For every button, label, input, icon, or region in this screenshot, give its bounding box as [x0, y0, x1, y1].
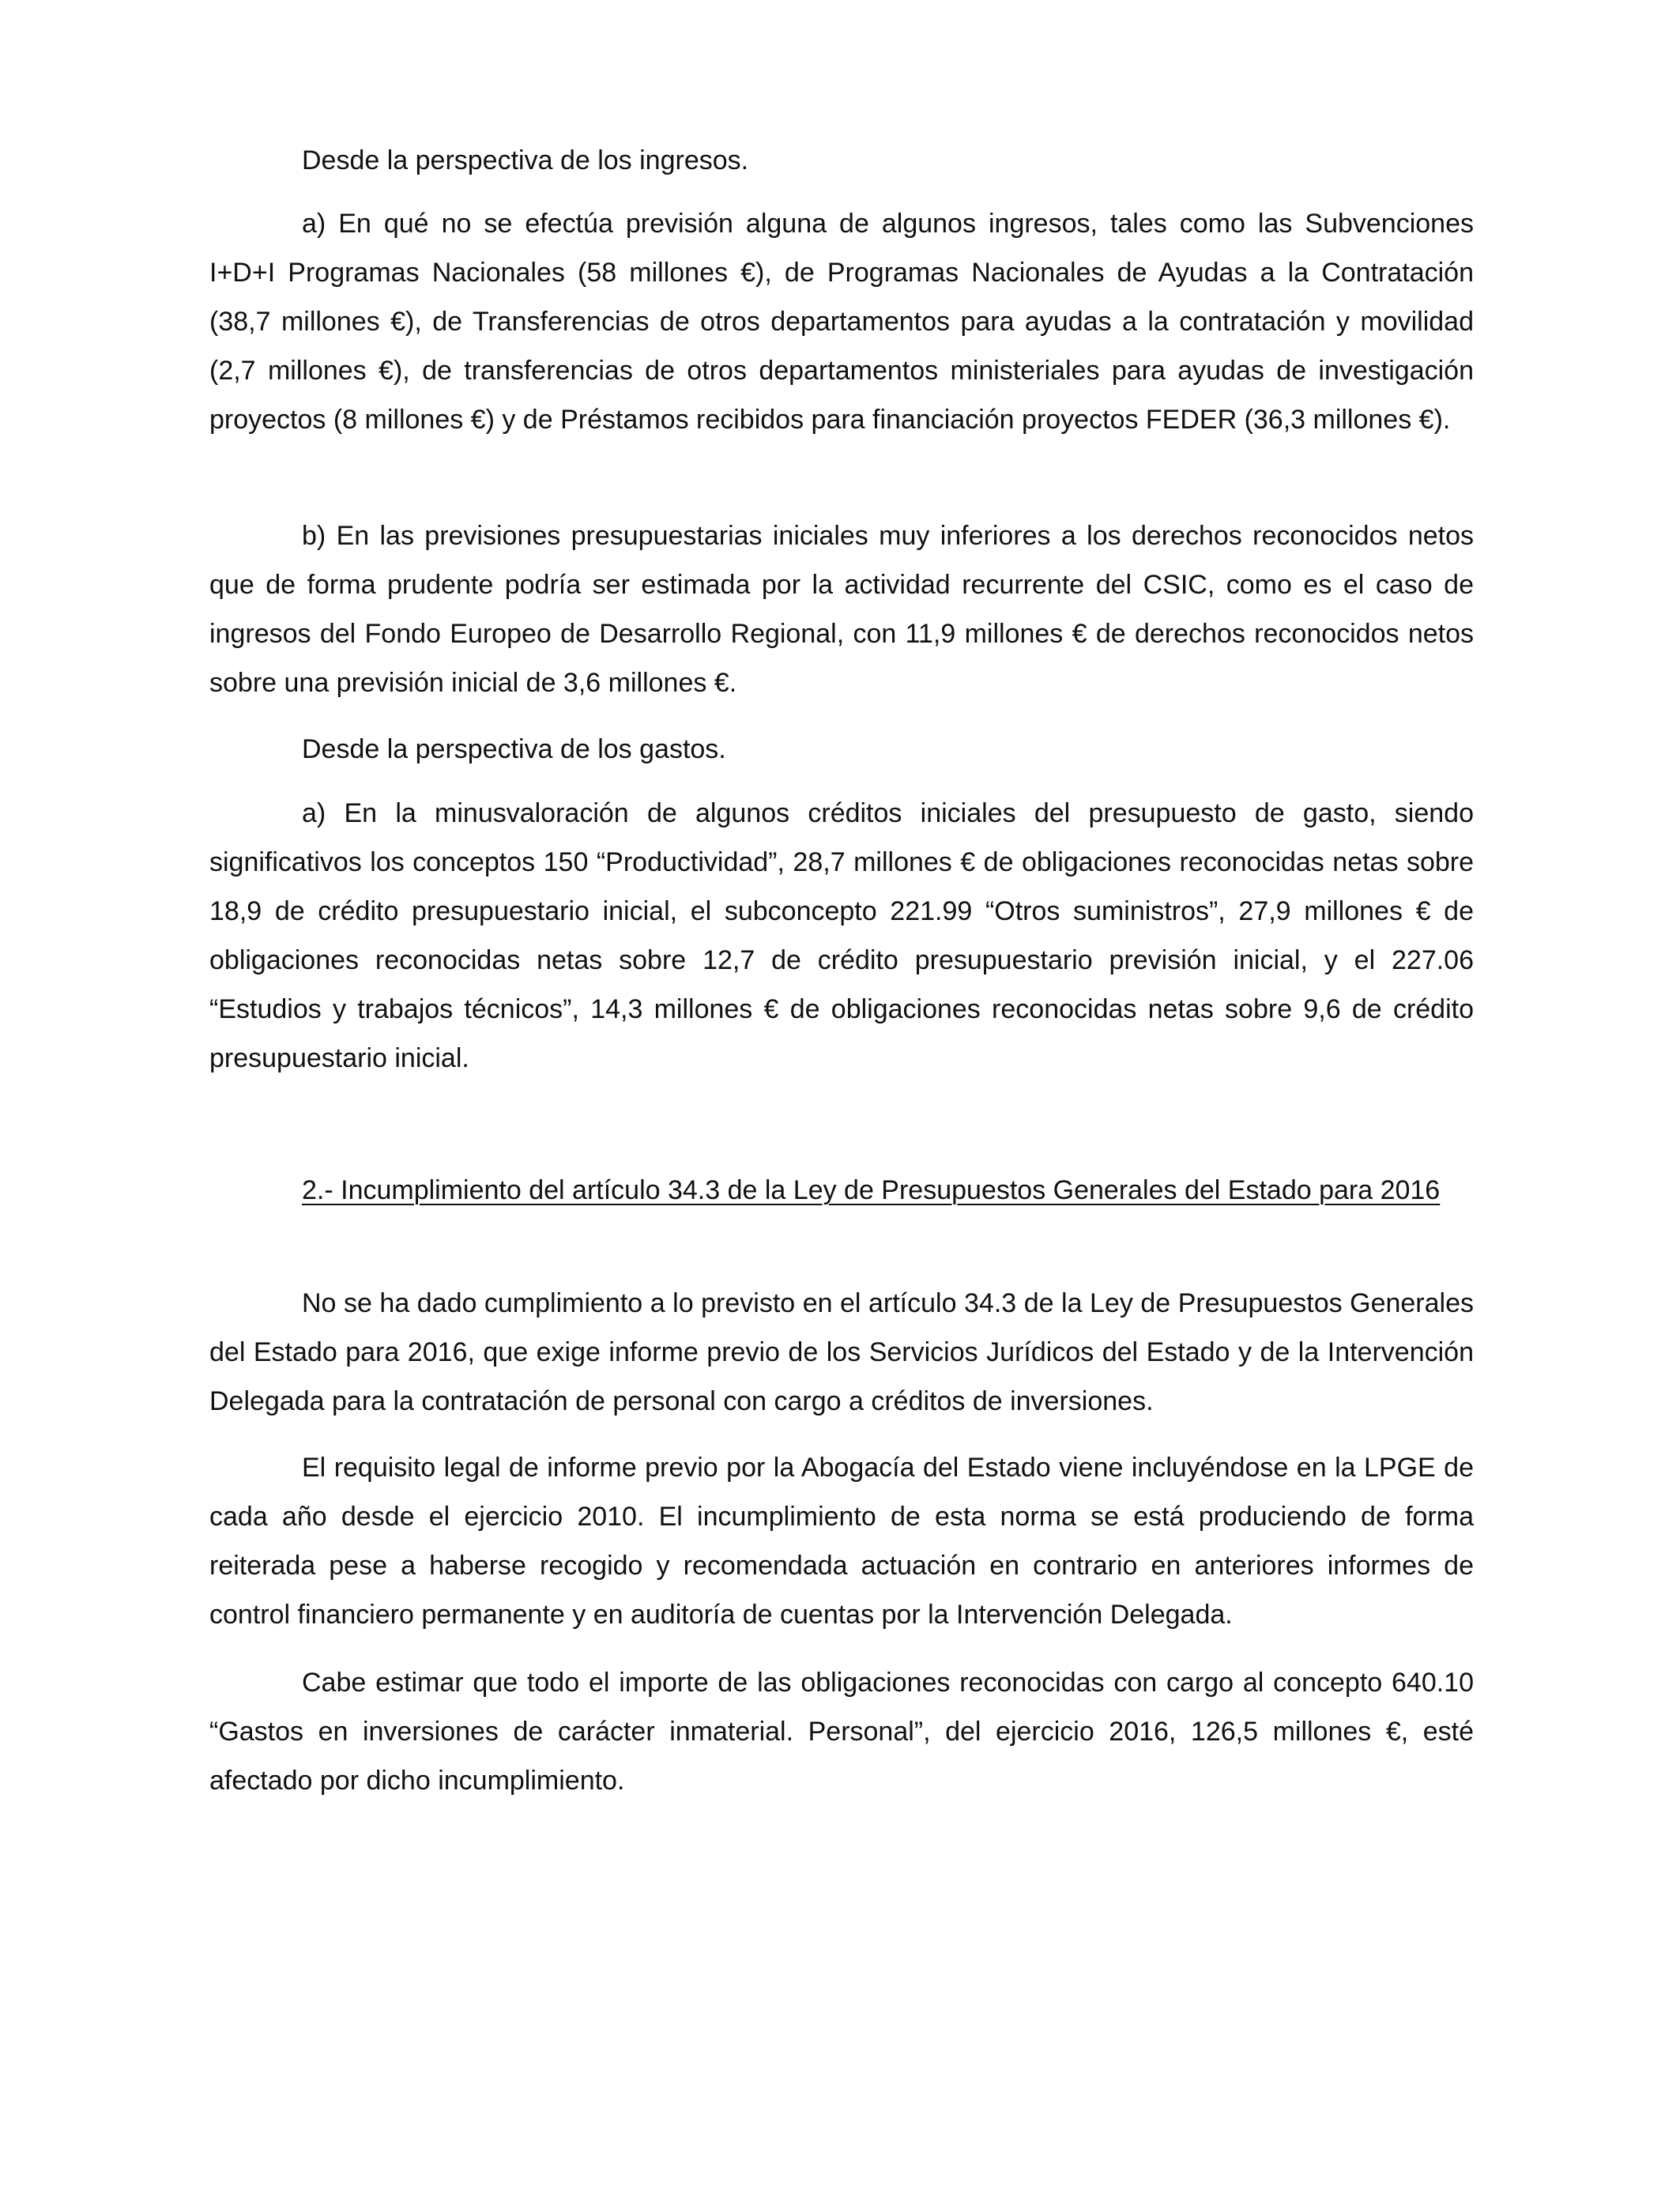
section-2-paragraph-3: Cabe estimar que todo el importe de las obligaciones reconocidas con cargo al concepto 640.10 “Gastos en inversiones de carácter inmaterial. Personal”, del ejercicio 2016, 126,5 millones €, esté afectado por dicho incumplimiento. — [209, 1668, 1474, 1796]
income-paragraph-b: b) En las previsiones presupuestarias iniciales muy inferiores a los derechos reconocidos netos que de forma prudente podría ser estimada por la actividad recurrente del CSIC, como es el caso de ingresos del Fondo Europeo de Desarrollo Regional, con 11,9 millones € de derechos reconocidos netos sobre una previsión inicial de 3,6 millones €. — [209, 521, 1474, 698]
expense-perspective-heading: Desde la perspectiva de los gastos. — [302, 734, 726, 764]
income-paragraph-a: a) En qué no se efectúa previsión alguna de algunos ingresos, tales como las Subvenciones I+D+I Programas Nacionales (58 millones €), de Programas Nacionales de Ayudas a la Contratación (38,7 millones €), de Transferencias de otros departamentos para ayudas a la contratación y movilidad (2,7 millones €), de transferencias de otros departamentos ministeriales para ayudas de investigación proyectos (8 millones €) y de Préstamos recibidos para financiación proyectos FEDER (36,3 millones €). — [209, 209, 1474, 435]
expense-paragraph-a: a) En la minusvaloración de algunos créditos iniciales del presupuesto de gasto, siendo significativos los conceptos 150 “Productividad”, 28,7 millones € de obligaciones reconocidas netas sobre 18,9 de crédito presupuestario inicial, el subconcepto 221.99 “Otros suministros”, 27,9 millones € de obligaciones reconocidas netas sobre 12,7 de crédito presupuestario previsión inicial, y el 227.06 “Estudios y trabajos técnicos”, 14,3 millones € de obligaciones reconocidas netas sobre 9,6 de crédito presupuestario inicial. — [209, 798, 1474, 1073]
section-2-title: 2.- Incumplimiento del artículo 34.3 de la Ley de Presupuestos Generales del Estado para 2016 — [302, 1175, 1441, 1205]
income-perspective-heading: Desde la perspectiva de los ingresos. — [302, 145, 749, 175]
section-2-paragraph-1: No se ha dado cumplimiento a lo previsto en el artículo 34.3 de la Ley de Presupuestos Generales del Estado para 2016, que exige informe previo de los Servicios Jurídicos del Estado y de la Intervención Delegada para la contratación de personal con cargo a créditos de inversiones. — [209, 1288, 1474, 1416]
section-2-paragraph-2: El requisito legal de informe previo por la Abogacía del Estado viene incluyéndose en la LPGE de cada año desde el ejercicio 2010. El incumplimiento de esta norma se está produciendo de forma reiterada pese a haberse recogido y recomendada actuación en contrario en anteriores informes de control financiero permanente y en auditoría de cuentas por la Intervención Delegada. — [209, 1453, 1474, 1630]
